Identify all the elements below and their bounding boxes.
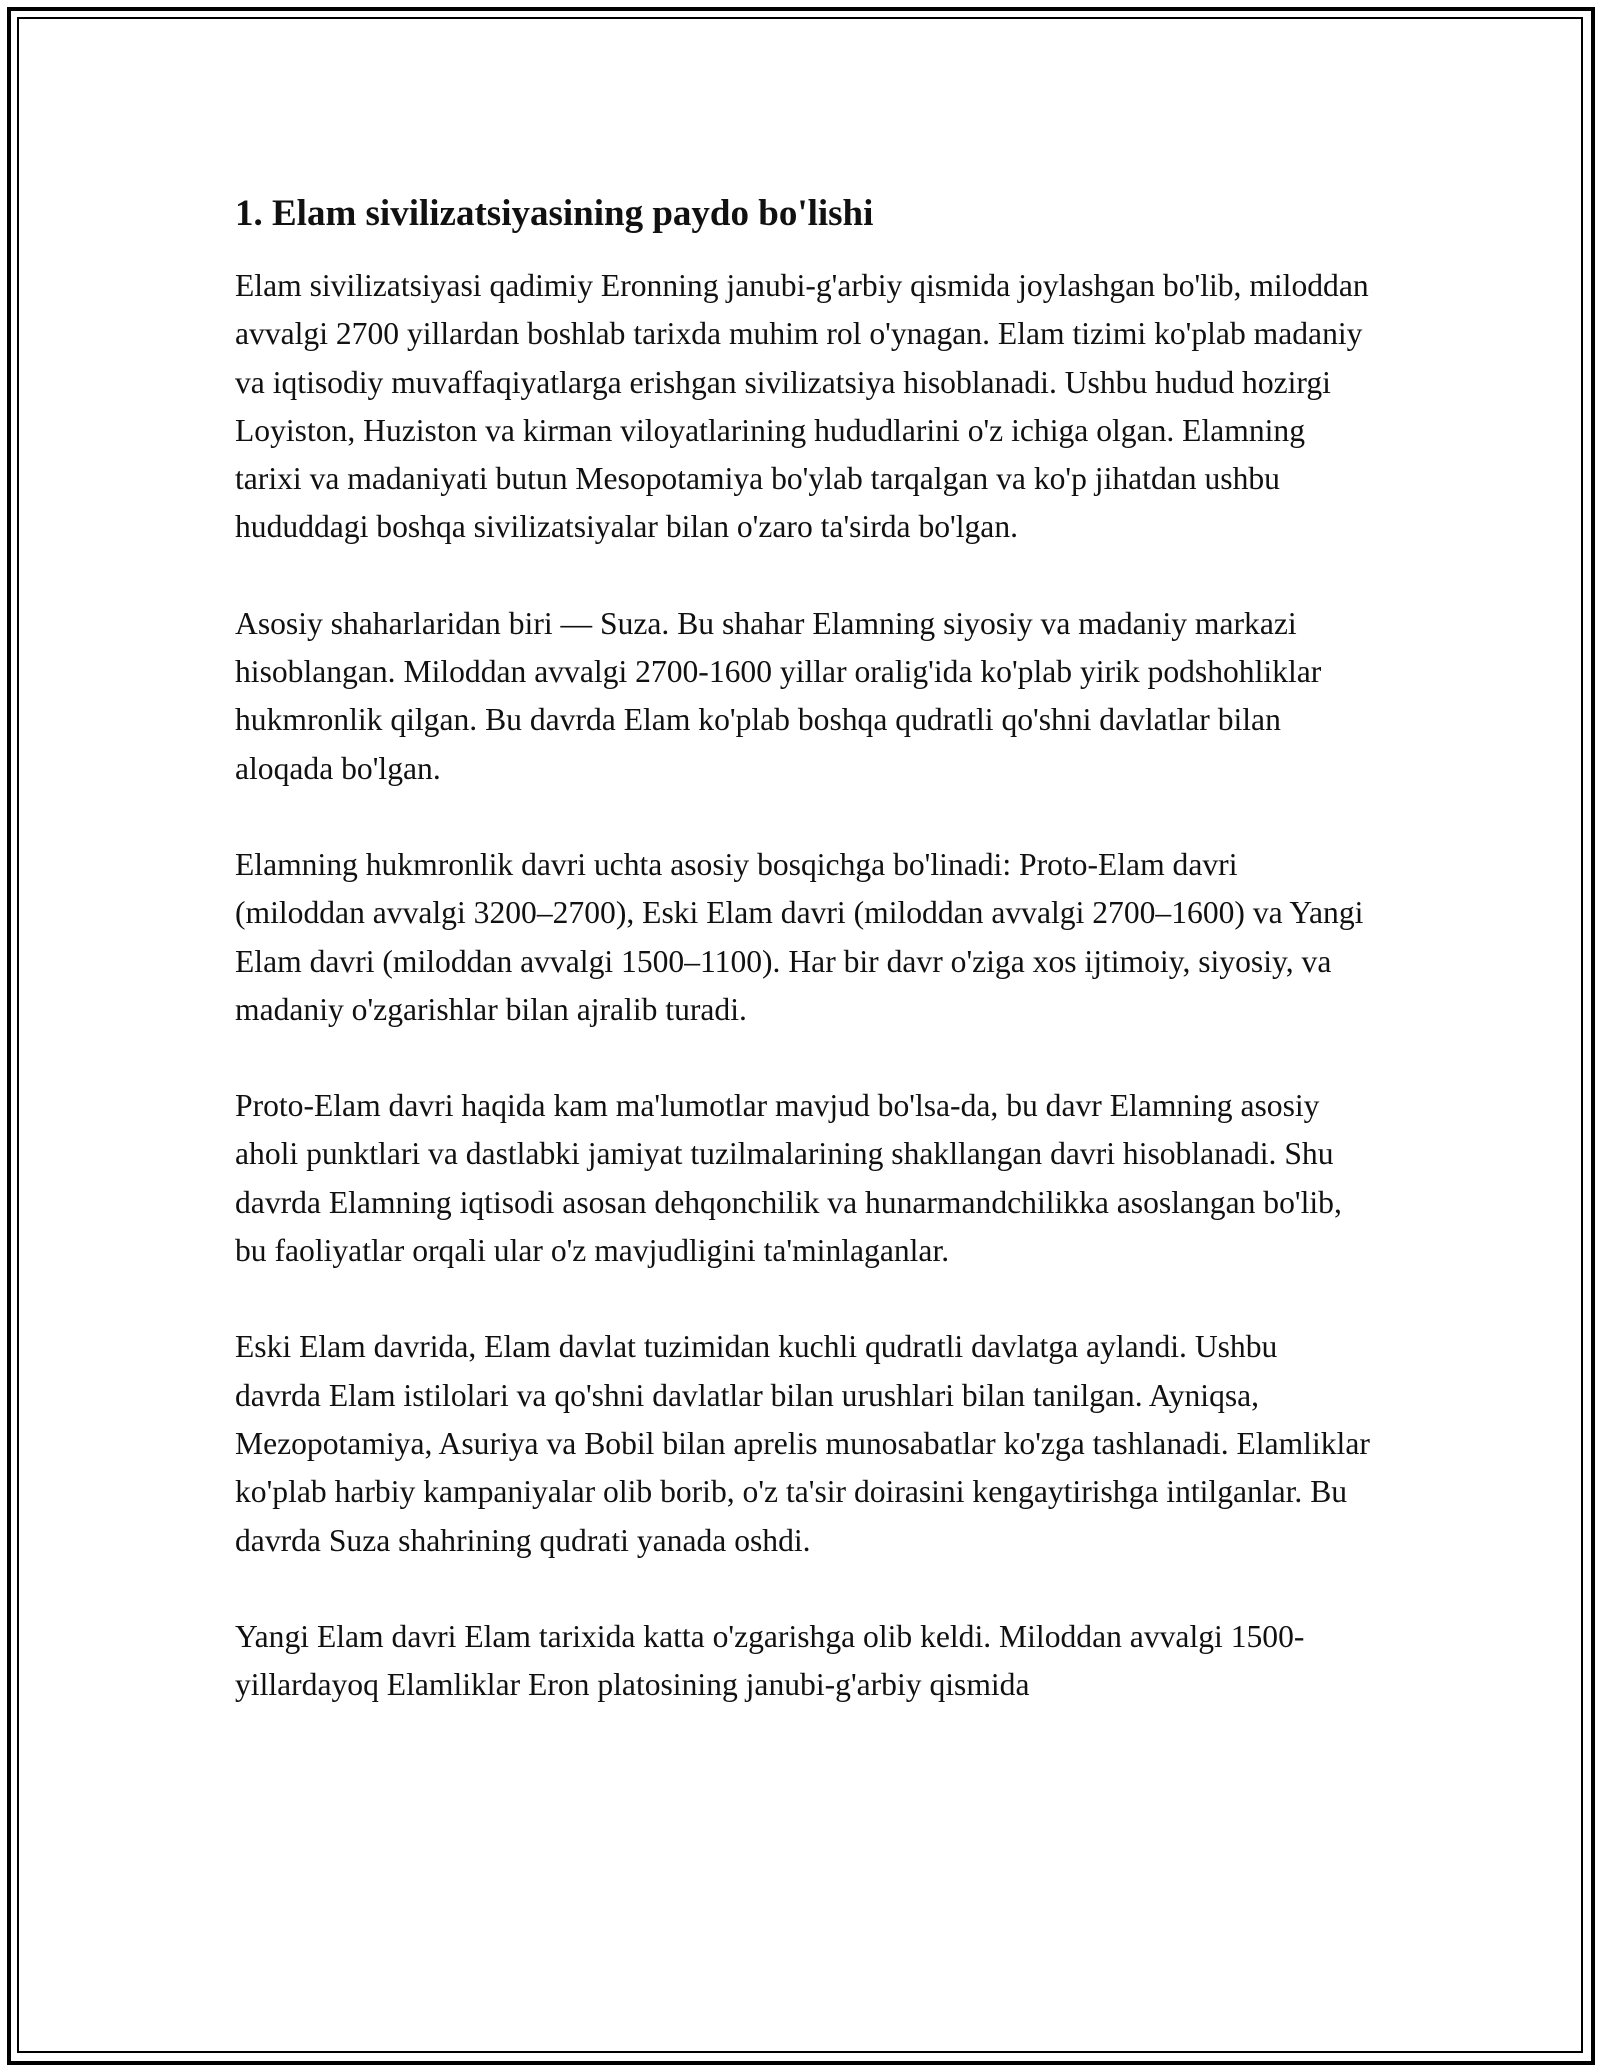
paragraph-introduction: Elam sivilizatsiyasi qadimiy Eronning janubi-g'arbiy qismida joylashgan bo'lib, miloddan avvalgi 2700 yillardan boshlab tarixda muhim rol o'ynagan. Elam tizimi ko'plab madaniy va iqtisodiy muvaffaqiyatlarga erishgan sivilizatsiya hisoblanadi. Ushbu hudud hozirgi Loyiston, Huziston va kirman viloyatlarining hududlarini o'z ichiga olgan. Elamning tarixi va madaniyati butun Mesopotamiya bo'ylab tarqalgan va ko'p jihatdan ushbu hududdagi boshqa sivilizatsiyalar bilan o'zaro ta'sirda bo'lgan.	[235, 268, 1369, 545]
document-body	[235, 186, 1370, 1757]
paragraph-new-elam: Yangi Elam davri Elam tarixida katta o'zgarishga olib keldi. Miloddan avvalgi 1500-yillardayoq Elamliklar Eron platosining janubi-g'arbiy qismida	[235, 1618, 1305, 1703]
paragraph-old-elam: Eski Elam davrida, Elam davlat tuzimidan kuchli qudratli davlatga aylandi. Ushbu davrda Elam istilolari va qo'shni davlatlar bilan urushlari bilan tanilgan. Ayniqsa, Mezopotamiya, Asuriya va Bobil bilan aprelis munosabatlar ko'zga tashlanadi. Elamliklar ko'plab harbiy kampaniyalar olib borib, o'z ta'sir doirasini kengaytirishga intilganlar. Bu davrda Suza shahrining qudrati yanada oshdi.	[235, 1329, 1370, 1558]
paragraph-susa: Asosiy shaharlaridan biri — Suza. Bu shahar Elamning siyosiy va madaniy markazi hisoblangan. Miloddan avvalgi 2700-1600 yillar oralig'ida ko'plab yirik podshohliklar hukmronlik qilgan. Bu davrda Elam ko'plab boshqa qudratli qo'shni davlatlar bilan aloqada bo'lgan.	[235, 605, 1322, 786]
paragraph-periods: Elamning hukmronlik davri uchta asosiy bosqichga bo'linadi: Proto-Elam davri (miloddan avvalgi 3200–2700), Eski Elam davri (miloddan avvalgi 2700–1600) va Yangi Elam davri (miloddan avvalgi 1500–1100). Har bir davr o'ziga xos ijtimoiy, siyosiy, va madaniy o'zgarishlar bilan ajralib turadi.	[235, 846, 1364, 1027]
section-heading: 1. Elam sivilizatsiyasining paydo bo'lishi	[235, 193, 874, 234]
paragraph-proto-elam: Proto-Elam davri haqida kam ma'lumotlar mavjud bo'lsa-da, bu davr Elamning asosiy aholi punktlari va dastlabki jamiyat tuzilmalarining shakllangan davri hisoblanadi. Shu davrda Elamning iqtisodi asosan dehqonchilik va hunarmandchilikka asoslangan bo'lib, bu faoliyatlar orqali ular o'z mavjudligini ta'minlaganlar.	[235, 1088, 1342, 1269]
